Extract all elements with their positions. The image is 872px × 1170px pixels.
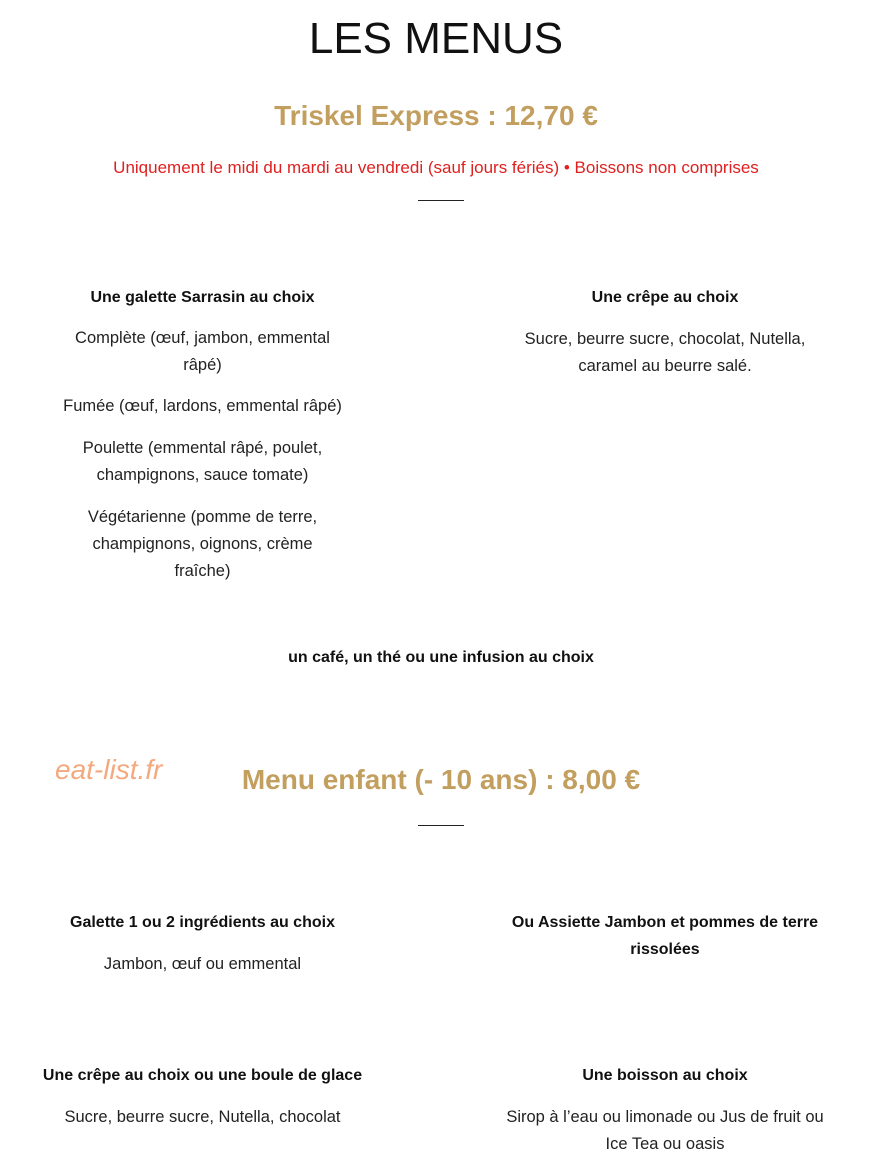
kids-dessert-heading: Une crêpe au choix ou une boule de glace xyxy=(42,1067,363,1084)
galette-item-vegetarienne: Végétarienne (pomme de terre, champignons, oignons, crème fraîche) xyxy=(87,508,318,580)
galette-item-poulette: Poulette (emmental râpé, poulet, champignons, sauce tomate) xyxy=(82,439,323,484)
kids-galette-heading: Galette 1 ou 2 ingrédients au choix xyxy=(70,914,335,931)
kids-boisson-heading: Une boisson au choix xyxy=(582,1067,748,1084)
galette-section xyxy=(50,284,355,585)
kids-assiette-heading: Ou Assiette Jambon et pommes de terre rissolées xyxy=(511,914,819,958)
kids-assiette-section xyxy=(500,909,830,963)
express-menu-title: Triskel Express : 12,70 € xyxy=(274,100,598,131)
galette-heading: Une galette Sarrasin au choix xyxy=(90,289,315,306)
galette-item-fumee: Fumée (œuf, lardons, emmental râpé) xyxy=(63,397,342,415)
crepe-heading: Une crêpe au choix xyxy=(591,289,739,306)
kids-menu-title: Menu enfant (- 10 ans) : 8,00 € xyxy=(241,764,641,795)
express-drink: un café, un thé ou une infusion au choix xyxy=(288,649,594,666)
kids-dessert-section xyxy=(25,1062,380,1131)
express-notice: Uniquement le midi du mardi au vendredi (sauf jours fériés) • Boissons non comprises xyxy=(113,158,759,177)
kids-galette-section xyxy=(40,909,365,978)
crepe-text: Sucre, beurre sucre, chocolat, Nutella, caramel au beurre salé. xyxy=(524,330,806,375)
kids-galette-text: Jambon, œuf ou emmental xyxy=(103,955,302,973)
watermark-logo: eat-list.fr xyxy=(55,754,163,785)
crepe-section xyxy=(505,284,825,380)
kids-divider xyxy=(418,825,464,826)
galette-item-complete: Complète (œuf, jambon, emmental râpé) xyxy=(75,329,330,374)
page-title: LES MENUS xyxy=(308,14,564,63)
express-divider xyxy=(418,200,464,201)
kids-boisson-text: Sirop à l’eau ou limonade ou Jus de fruit ou Ice Tea ou oasis xyxy=(506,1108,824,1153)
kids-dessert-text: Sucre, beurre sucre, Nutella, chocolat xyxy=(64,1108,341,1126)
kids-boisson-section xyxy=(500,1062,830,1158)
